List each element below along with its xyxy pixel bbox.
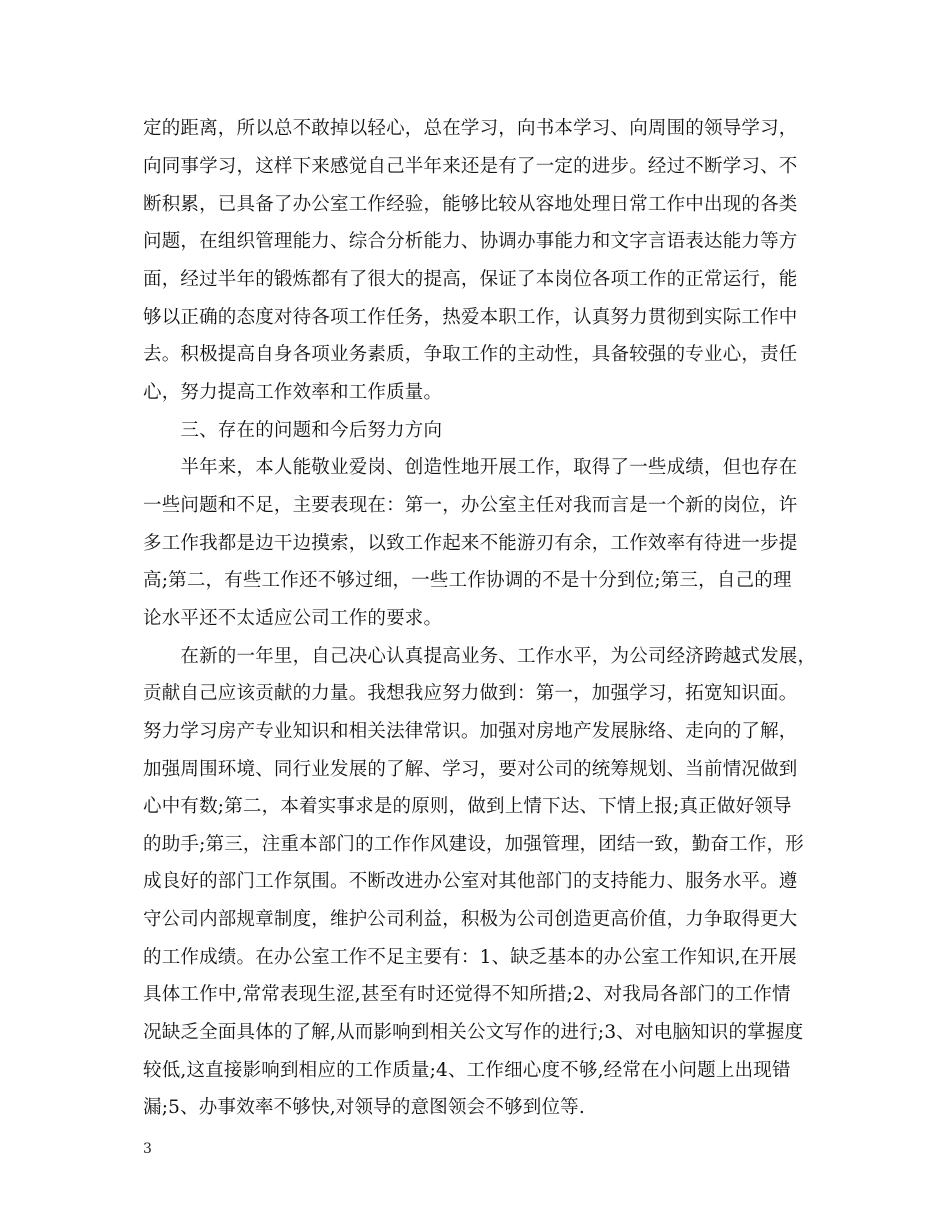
- body-line: 够以正确的态度对待各项工作任务，热爱本职工作，认真努力贯彻到实际工作中: [143, 307, 798, 328]
- body-line: 的助手;第三，注重本部门的工作作风建设，加强管理，团结一致，勤奋工作，形: [143, 834, 804, 855]
- body-line: 面，经过半年的锻炼都有了很大的提高，保证了本岗位各项工作的正常运行，能: [143, 269, 798, 290]
- page-number: 3: [143, 1141, 152, 1157]
- body-line: 半年来，本人能敬业爱岗、创造性地开展工作，取得了一些成绩，但也存在: [143, 457, 798, 478]
- section-heading: 三、存在的问题和今后努力方向: [143, 420, 443, 441]
- body-line: 守公司内部规章制度，维护公司利益，积极为公司创造更高价值，力争取得更大: [143, 909, 798, 930]
- body-line: 论水平还不太适应公司工作的要求。: [143, 608, 443, 629]
- body-line: 况缺乏全面具体的了解,从而影响到相关公文写作的进行;3、对电脑知识的掌握度: [143, 1022, 804, 1043]
- body-line: 断积累，已具备了办公室工作经验，能够比较从容地处理日常工作中出现的各类: [143, 194, 798, 215]
- body-line: 一些问题和不足，主要表现在：第一，办公室主任对我而言是一个新的岗位，许: [143, 495, 798, 516]
- body-line: 去。积极提高自身各项业务素质，争取工作的主动性，具备较强的专业心，责任: [143, 344, 798, 365]
- body-line: 心中有数;第二，本着实事求是的原则，做到上情下达、下情上报;真正做好领导: [143, 796, 792, 817]
- body-line: 具体工作中,常常表现生涩,甚至有时还觉得不知所措;2、对我局各部门的工作情: [143, 984, 791, 1005]
- body-line: 漏;5、办事效率不够快,对领导的意图领会不够到位等.: [143, 1097, 585, 1118]
- body-line: 成良好的部门工作氛围。不断改进办公室对其他部门的支持能力、服务水平。遵: [143, 871, 798, 892]
- body-line: 问题，在组织管理能力、综合分析能力、协调办事能力和文字言语表达能力等方: [143, 231, 798, 252]
- body-line: 定的距离，所以总不敢掉以轻心，总在学习，向书本学习、向周围的领导学习，: [143, 118, 798, 139]
- body-line: 多工作我都是边干边摸索，以致工作起来不能游刃有余，工作效率有待进一步提: [143, 533, 798, 554]
- body-line: 高;第二，有些工作还不够过细，一些工作协调的不是十分到位;第三，自己的理: [143, 570, 792, 591]
- body-line: 贡献自己应该贡献的力量。我想我应努力做到：第一，加强学习，拓宽知识面。: [143, 683, 798, 704]
- body-line: 的工作成绩。在办公室工作不足主要有：1、缺乏基本的办公室工作知识,在开展: [143, 947, 797, 968]
- body-line: 较低,这直接影响到相应的工作质量;4、工作细心度不够,经常在小问题上出现错: [143, 1060, 791, 1081]
- body-line: 加强周围环境、同行业发展的了解、学习，要对公司的统筹规划、当前情况做到: [143, 759, 798, 780]
- body-line: 向同事学习，这样下来感觉自己半年来还是有了一定的进步。经过不断学习、不: [143, 156, 798, 177]
- body-line: 在新的一年里，自己决心认真提高业务、工作水平，为公司经济跨越式发展，: [143, 646, 817, 667]
- body-line: 心，努力提高工作效率和工作质量。: [143, 382, 443, 403]
- body-line: 努力学习房产专业知识和相关法律常识。加强对房地产发展脉络、走向的了解，: [143, 721, 798, 742]
